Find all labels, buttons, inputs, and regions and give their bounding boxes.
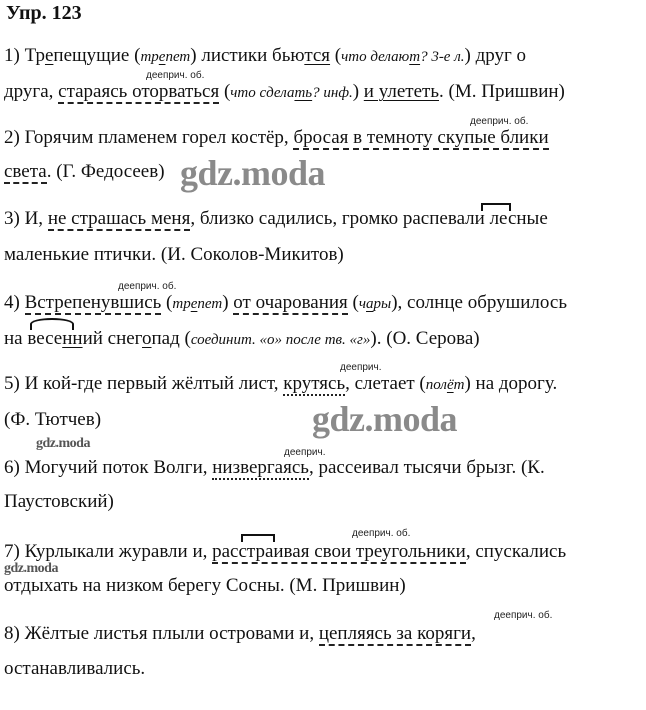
sentence-2-line-1: 2) Горячим пламенем горел костёр, бросая в темноту скупые блики <box>4 127 549 148</box>
sentence-6-line-2: Паустовский) <box>4 491 114 512</box>
annotation-participle: дееприч. <box>284 447 326 458</box>
sentence-1-line-2: друга, стараясь оторваться (что сделать? инф.) и улететь. (М. Пришвин) <box>4 81 565 102</box>
annotation-participle-phrase: дееприч. об. <box>470 116 529 127</box>
sentence-3-line-2: маленькие птички. (И. Соколов-Микитов) <box>4 244 344 265</box>
watermark: gdz.moda <box>180 153 326 193</box>
prefix-mark <box>241 534 275 542</box>
annotation-participle-phrase: дееприч. об. <box>146 70 205 81</box>
sentence-3-line-1: 3) И, не страшась меня, близко садились, громко распевали лесные <box>4 208 548 229</box>
sentence-1-line-1: 1) Трепещущие (трепет) листики бьются (что делают? 3-е л.) друг о <box>4 45 527 66</box>
exercise-title: Упр. 123 <box>6 2 82 24</box>
sentence-5-line-1: 5) И кой-где первый жёлтый лист, крутясь, слетает (полёт) на дорогу. <box>4 373 558 394</box>
sentence-4-line-2: на весенний снегопад (соединит. «о» после тв. «г»). (О. Серова) <box>4 328 480 349</box>
sentence-7-line-2: отдыхать на низком берегу Сосны. (М. Пришвин) <box>4 575 406 596</box>
annotation-participle-phrase: дееприч. об. <box>494 610 553 621</box>
sentence-2-line-2: света. (Г. Федосеев) <box>4 161 165 182</box>
sentence-8-line-1: 8) Жёлтые листья плыли островами и, цепляясь за коряги, <box>4 623 476 644</box>
annotation-participle: дееприч. <box>340 362 382 373</box>
sentence-7-line-1: 7) Курлыкали журавли и, расстраивая свои треугольники, спускались <box>4 541 567 562</box>
sentence-6-line-1: 6) Могучий поток Волги, низвергаясь, рассеивал тысячи брызг. (К. <box>4 457 545 478</box>
annotation-participle-phrase: дееприч. об. <box>352 528 411 539</box>
watermark-small: gdz.moda <box>4 561 58 576</box>
sentence-4-line-1: 4) Встрепенувшись (трепет) от очарования (чары), солнце обрушилось <box>4 292 567 313</box>
sentence-8-line-2: останавливались. <box>4 658 146 679</box>
annotation-participle-phrase: дееприч. об. <box>118 281 177 292</box>
watermark-small: gdz.moda <box>36 436 90 451</box>
watermark: gdz.moda <box>312 399 458 439</box>
sentence-5-line-2: (Ф. Тютчев) <box>4 409 102 430</box>
root-mark <box>481 203 511 211</box>
